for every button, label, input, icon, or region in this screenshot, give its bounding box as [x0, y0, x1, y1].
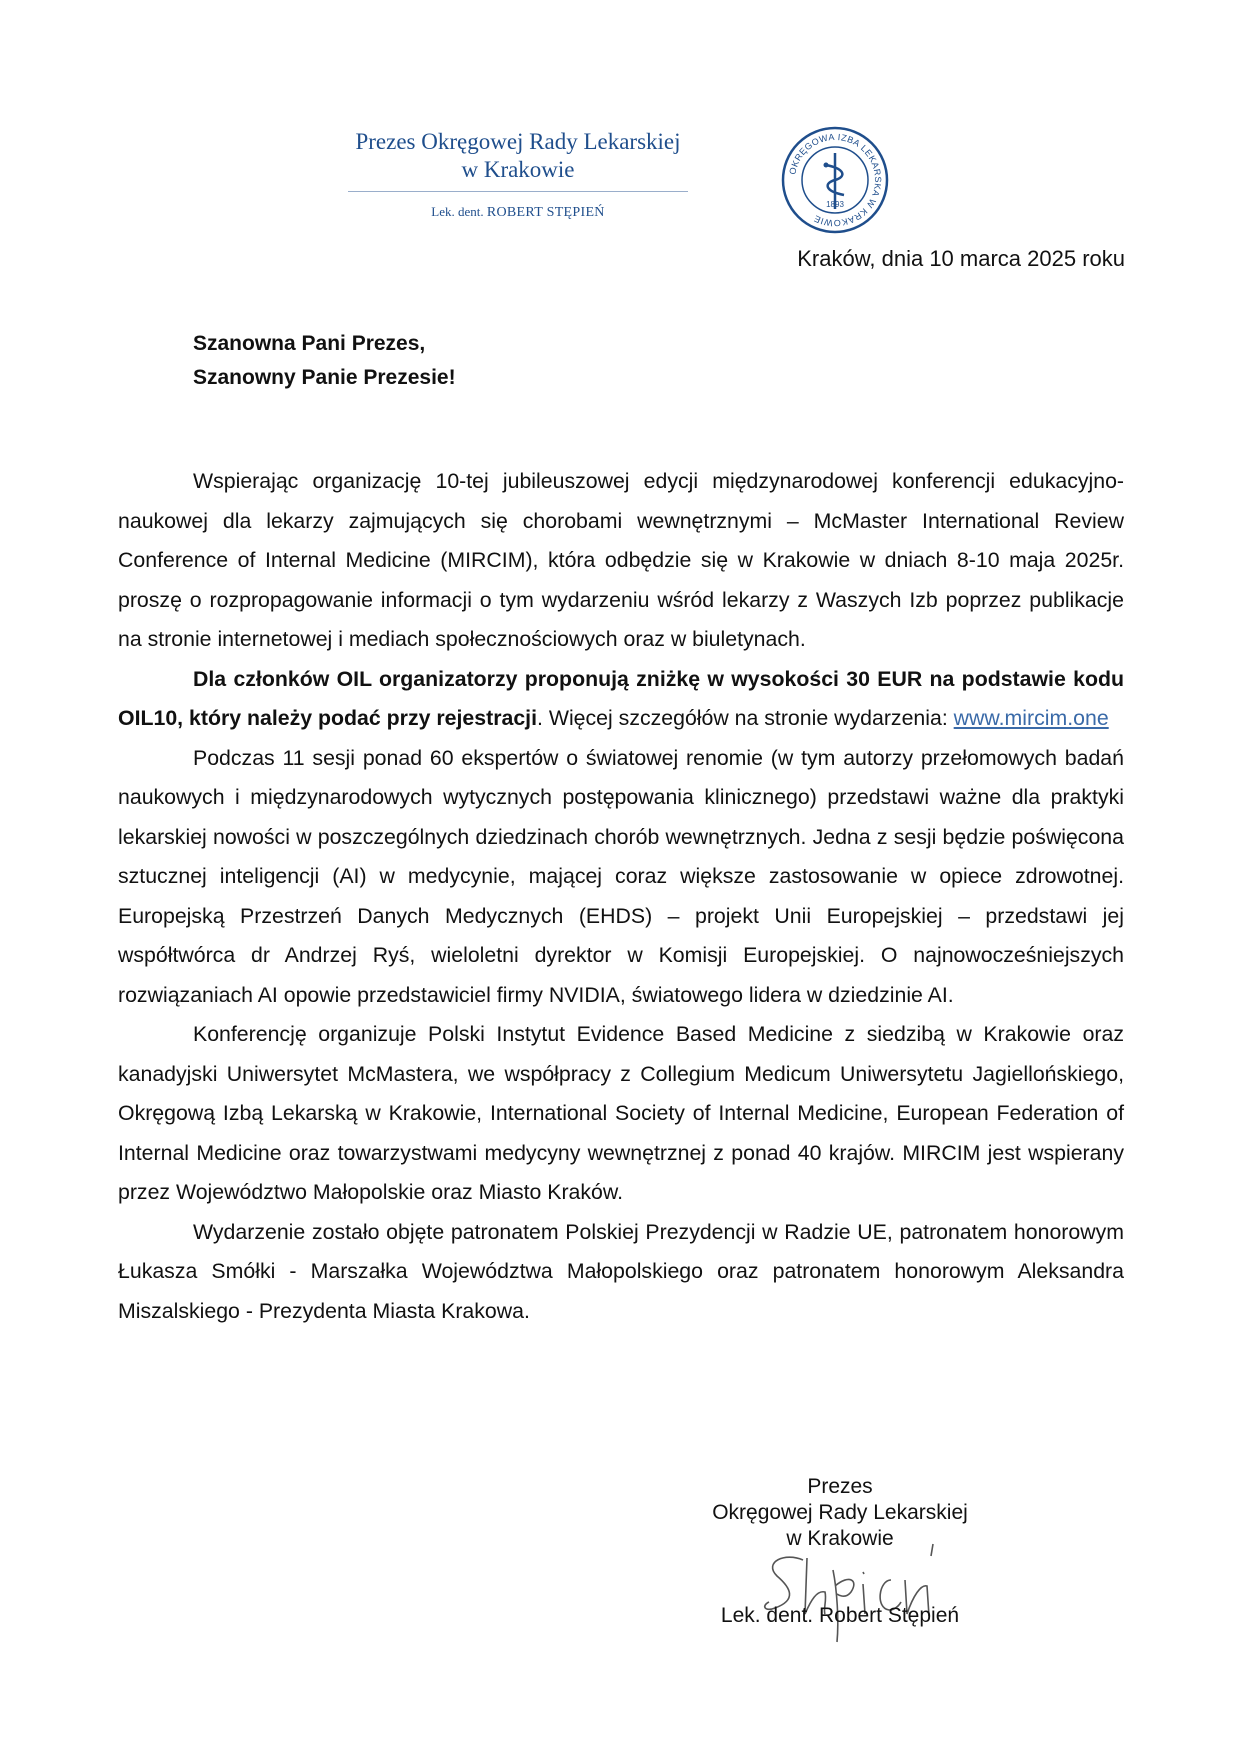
letter-body [118, 462, 1124, 1331]
closing-line3: w Krakowie [786, 1527, 894, 1550]
letterhead-divider [348, 191, 688, 192]
letterhead-name-value: ROBERT STĘPIEŃ [486, 205, 605, 220]
closing-line1: Prezes [807, 1475, 873, 1498]
salutation-line2: Szanowny Panie Prezesie! [193, 366, 456, 389]
body-paragraph-2 [118, 660, 1124, 739]
closing-line2: Okręgowej Rady Lekarskiej [712, 1501, 968, 1524]
letterhead [348, 128, 688, 221]
body-paragraph-2-rest: . Więcej szczegółów na stronie wydarzenia: [537, 706, 954, 730]
body-paragraph-3: Podczas 11 sesji ponad 60 ekspertów o światowej renomie (w tym autorzy przełomowych badań naukowych i międzynarodowych wytycznych postępowania klinicznego) przedstawi ważne dla praktyki lekarskiej nowości w poszczególnych dziedzinach chorób wewnętrznych. Jedna z sesji będzie poświęcona sztucznej inteligencji (AI) w medycynie, mającej coraz większe zastosowanie w opiece zdrowotnej. Europejską Przestrzeń Danych Medycznych (EHDS) – projekt Unii Europejskiej – przedstawi jej współtwórca dr Andrzej Ryś, wieloletni dyrektor w Komisji Europejskiej. O najnowocześniejszych rozwiązaniach AI opowie przedstawiciel firmy NVIDIA, światowego lidera w dziedzinie AI. [118, 745, 1124, 1007]
seal-year: 1893 [826, 200, 844, 209]
letterhead-name-prefix: Lek. dent. [431, 204, 484, 219]
discount-highlight: Dla członków OIL organizatorzy proponują zniżkę w wysokości 30 EUR na podstawie kodu OIL10, który należy podać przy rejestracji [118, 666, 1124, 730]
body-paragraph-5: Wydarzenie zostało objęte patronatem Polskiej Prezydencji w Radzie UE, patronatem honorowym Łukasza Smółki - Marszałka Województwa Małopolskiego oraz patronatem honorowym Aleksandra Miszalskiego - Prezydenta Miasta Krakowa. [118, 1219, 1124, 1323]
letterhead-name [348, 204, 688, 221]
salutation-line1: Szanowna Pani Prezes, [193, 332, 426, 355]
signer-name: Lek. dent. Robert Stępień [720, 1604, 960, 1627]
chamber-seal-logo [780, 125, 890, 235]
body-paragraph-1: Wspierając organizację 10-tej jubileuszowej edycji międzynarodowej konferencji edukacyjno-naukowej dla lekarzy zajmujących się chorobami wewnętrznymi – McMaster International Review Conference of Internal Medicine (MIRCIM), która odbędzie się w Krakowie w dniach 8-10 maja 2025r. proszę o rozpropagowanie informacji o tym wydarzeniu wśród lekarzy z Waszych Izb poprzez publikacje na stronie internetowej i mediach społecznościowych oraz w biuletynach. [118, 469, 1124, 651]
seal-serpent-head [824, 163, 829, 168]
event-website-link[interactable]: www.mircim.one [953, 706, 1109, 730]
body-paragraph-4: Konferencję organizuje Polski Instytut Evidence Based Medicine z siedzibą w Krakowie oraz kanadyjski Uniwersytet McMastera, we współpracy z Collegium Medicum Uniwersytetu Jagiellońskiego, Okręgową Izbą Lekarską w Krakowie, International Society of Internal Medicine, European Federation of Internal Medicine oraz towarzystwami medycyny wewnętrznej z ponad 40 krajów. MIRCIM jest wspierany przez Województwo Małopolskie oraz Miasto Kraków. [118, 1022, 1124, 1204]
salutation [193, 327, 456, 395]
handwritten-signature [755, 1530, 965, 1650]
letterhead-title-line2: w Krakowie [461, 157, 575, 182]
seal-ring-text: OKRĘGOWA IZBA LEKARSKA W KRAKOWIE [787, 131, 884, 229]
letter-date: Kraków, dnia 10 marca 2025 roku [797, 246, 1125, 271]
letterhead-title-line1: Prezes Okręgowej Rady Lekarskiej [355, 129, 681, 154]
